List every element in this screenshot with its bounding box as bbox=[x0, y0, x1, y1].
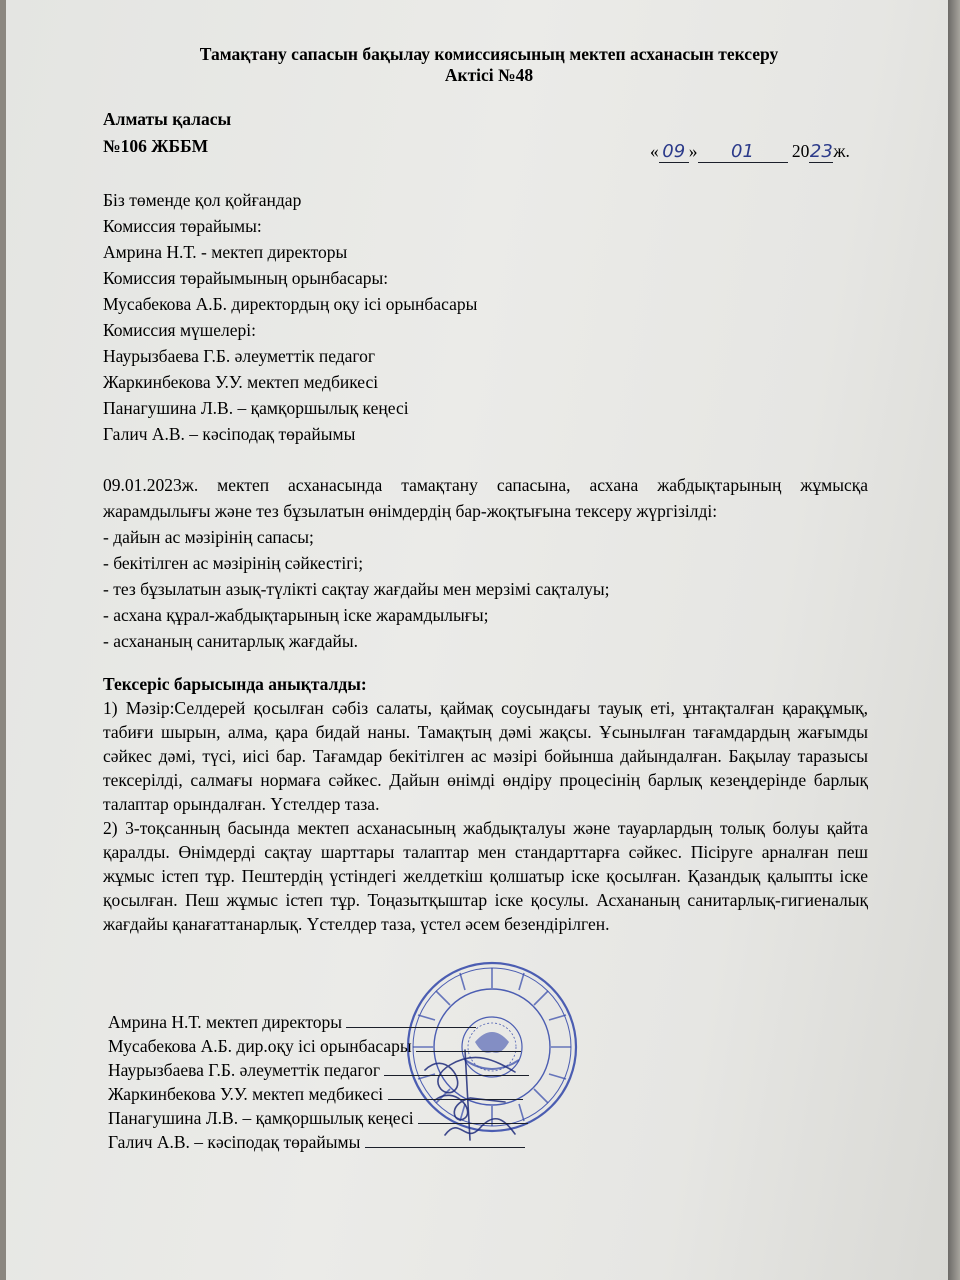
inspection-block bbox=[103, 472, 868, 654]
signature-row bbox=[108, 1082, 529, 1106]
findings-paragraph-2: 2) 3-тоқсанның басында мектеп асханасының жабдықталуы және тауарлардың толық болуы қайта қаралды. Өнімдерді сақтау шарттары талаптар мен стандарттарға сәйкес. Пісіруге арналған пеш жұмыс істеп тұр. Пештердің үстіндегі желдеткіш қолшатыр іске қосылған. Қазандық қалыпты іске қосылған. Пеш жұмыс істеп тұр. Тоңазытқыштар іске қосулы. Асхананың санитарлық-гигиеналық жағдайы қанағаттанарлық. Үстелдер таза, үстел әсем безендірілген. bbox=[103, 818, 868, 934]
date-year-suffix: 23 bbox=[809, 141, 833, 162]
commission-block bbox=[103, 187, 868, 447]
signature-line bbox=[384, 1075, 529, 1076]
signer-name: Мусабекова А.Б. дир.оқу ісі орынбасары bbox=[108, 1036, 412, 1056]
signature-line bbox=[365, 1147, 525, 1148]
signature-line bbox=[388, 1099, 523, 1100]
signer-name: Жаркинбекова У.У. мектеп медбикесі bbox=[108, 1084, 384, 1104]
signature-line bbox=[416, 1051, 521, 1052]
findings-paragraph-1: 1) Мәзір:Селдерей қосылған сәбіз салаты, қаймақ соусындағы тауық еті, ұнтақталған қарақұмық, табиғи шырын, алма, қара бидай наны. Тамақтың дәмі жақсы. Ұсынылған тағамдардың жағымды сәйкес дәмі, түсі, иісі бар. Тағамдар бекітілген ас мәзірі бойынша дайындалған. Бақылау таразысы тексерілді, салмағы нормаға сәйкес. Дайын өнімді өндіру процесінің барлық кезеңдерінде барлық талаптар орындалған. Үстелдер таза. bbox=[103, 698, 868, 814]
members-label: Комиссия мүшелері: bbox=[103, 320, 257, 340]
city-label: Алматы қаласы bbox=[103, 109, 232, 129]
date-close-quote: » bbox=[688, 141, 698, 161]
member-item: Наурызбаева Г.Б. әлеуметтік педагог bbox=[103, 346, 376, 366]
signature-line bbox=[346, 1027, 476, 1028]
signature-row bbox=[108, 1130, 529, 1154]
inspection-item: - дайын ас мәзірінің сапасы; bbox=[103, 527, 314, 547]
commission-intro: Біз төменде қол қойғандар bbox=[103, 190, 302, 210]
deputy-label: Комиссия төрайымының орынбасары: bbox=[103, 268, 389, 288]
deputy-name: Мусабекова А.Б. директордың оқу ісі орынбасары bbox=[103, 294, 478, 314]
date-month: 01 bbox=[731, 141, 754, 162]
signature-line bbox=[418, 1123, 528, 1124]
signature-row bbox=[108, 1010, 529, 1034]
member-item: Панагушина Л.В. – қамқоршылық кеңесі bbox=[103, 398, 409, 418]
document-date bbox=[650, 141, 850, 163]
signature-row bbox=[108, 1034, 529, 1058]
title-line-2: Актісі №48 bbox=[444, 65, 534, 85]
date-open-quote: « bbox=[650, 141, 659, 161]
inspection-intro-line-2: жарамдылығы және тез бұзылатын өнімдердің бар-жоқтығына тексеру жүргізілді: bbox=[103, 501, 718, 521]
signer-name: Галич А.В. – кәсіподақ төрайымы bbox=[108, 1132, 361, 1152]
inspection-intro-line-1: 09.01.2023ж. мектеп асханасында тамақтану сапасына, асхана жабдықтарының жұмысқа bbox=[103, 475, 868, 495]
findings-heading: Тексеріс барысында анықталды: bbox=[103, 674, 367, 694]
signer-name: Панагушина Л.В. – қамқоршылық кеңесі bbox=[108, 1108, 414, 1128]
inspection-item: - тез бұзылатын азық-түлікті сақтау жағдайы мен мерзімі сақталуы; bbox=[103, 579, 610, 599]
signer-name: Амрина Н.Т. мектеп директоры bbox=[108, 1012, 343, 1032]
member-item: Жаркинбекова У.У. мектеп медбикесі bbox=[103, 372, 379, 392]
date-suffix: ж. bbox=[833, 141, 850, 161]
findings-block bbox=[103, 672, 868, 936]
chair-label: Комиссия төрайымы: bbox=[103, 216, 262, 236]
inspection-item: - асхана құрал-жабдықтарының іске жарамдылығы; bbox=[103, 605, 489, 625]
title-line-1: Тамақтану сапасын бақылау комиссиясының мектеп асханасын тексеру bbox=[199, 44, 779, 64]
page-edge bbox=[948, 0, 960, 1280]
date-year-prefix: 20 bbox=[791, 141, 810, 161]
document-title bbox=[0, 44, 960, 86]
signer-name: Наурызбаева Г.Б. әлеуметтік педагог bbox=[108, 1060, 381, 1080]
chair-name: Амрина Н.Т. - мектеп директоры bbox=[103, 242, 348, 262]
inspection-item: - асхананың санитарлық жағдайы. bbox=[103, 631, 358, 651]
signature-row bbox=[108, 1106, 529, 1130]
school-label: №106 ЖББМ bbox=[103, 136, 209, 156]
inspection-item: - бекітілген ас мәзірінің сәйкестігі; bbox=[103, 553, 364, 573]
signature-row bbox=[108, 1058, 529, 1082]
member-item: Галич А.В. – кәсіподақ төрайымы bbox=[103, 424, 356, 444]
signature-block bbox=[108, 1010, 529, 1154]
date-day: 09 bbox=[662, 141, 686, 162]
